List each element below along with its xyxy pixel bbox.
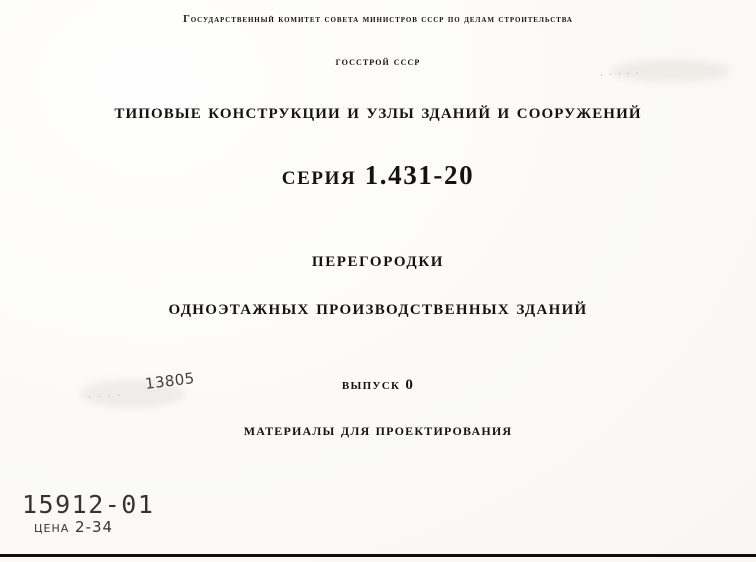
subject-line-2: одноэтажных производственных зданий (168, 295, 588, 319)
bottom-rule (0, 554, 756, 557)
faint-mark-left: · · · · (87, 390, 123, 403)
faint-mark-top-right: · · · · · (599, 68, 641, 82)
ministry-line: Государственный комитет совета министров ссср по делам строительства (183, 14, 573, 25)
agency-name: госстрой ссср (335, 56, 421, 68)
subject-line-1: перегородки (311, 247, 445, 271)
series-number: серия 1.431-20 (281, 160, 475, 190)
handwritten-inventory-number: 13805 (144, 369, 196, 393)
handwritten-stamp-code: 15912-01 (22, 490, 155, 519)
page-title: типовые конструкции и узлы зданий и сооружений (114, 99, 642, 123)
issue-number: выпуск 0 (341, 377, 415, 393)
purpose-line: материалы для проектирования (243, 420, 513, 439)
handwritten-price: цена 2-34 (34, 518, 114, 536)
